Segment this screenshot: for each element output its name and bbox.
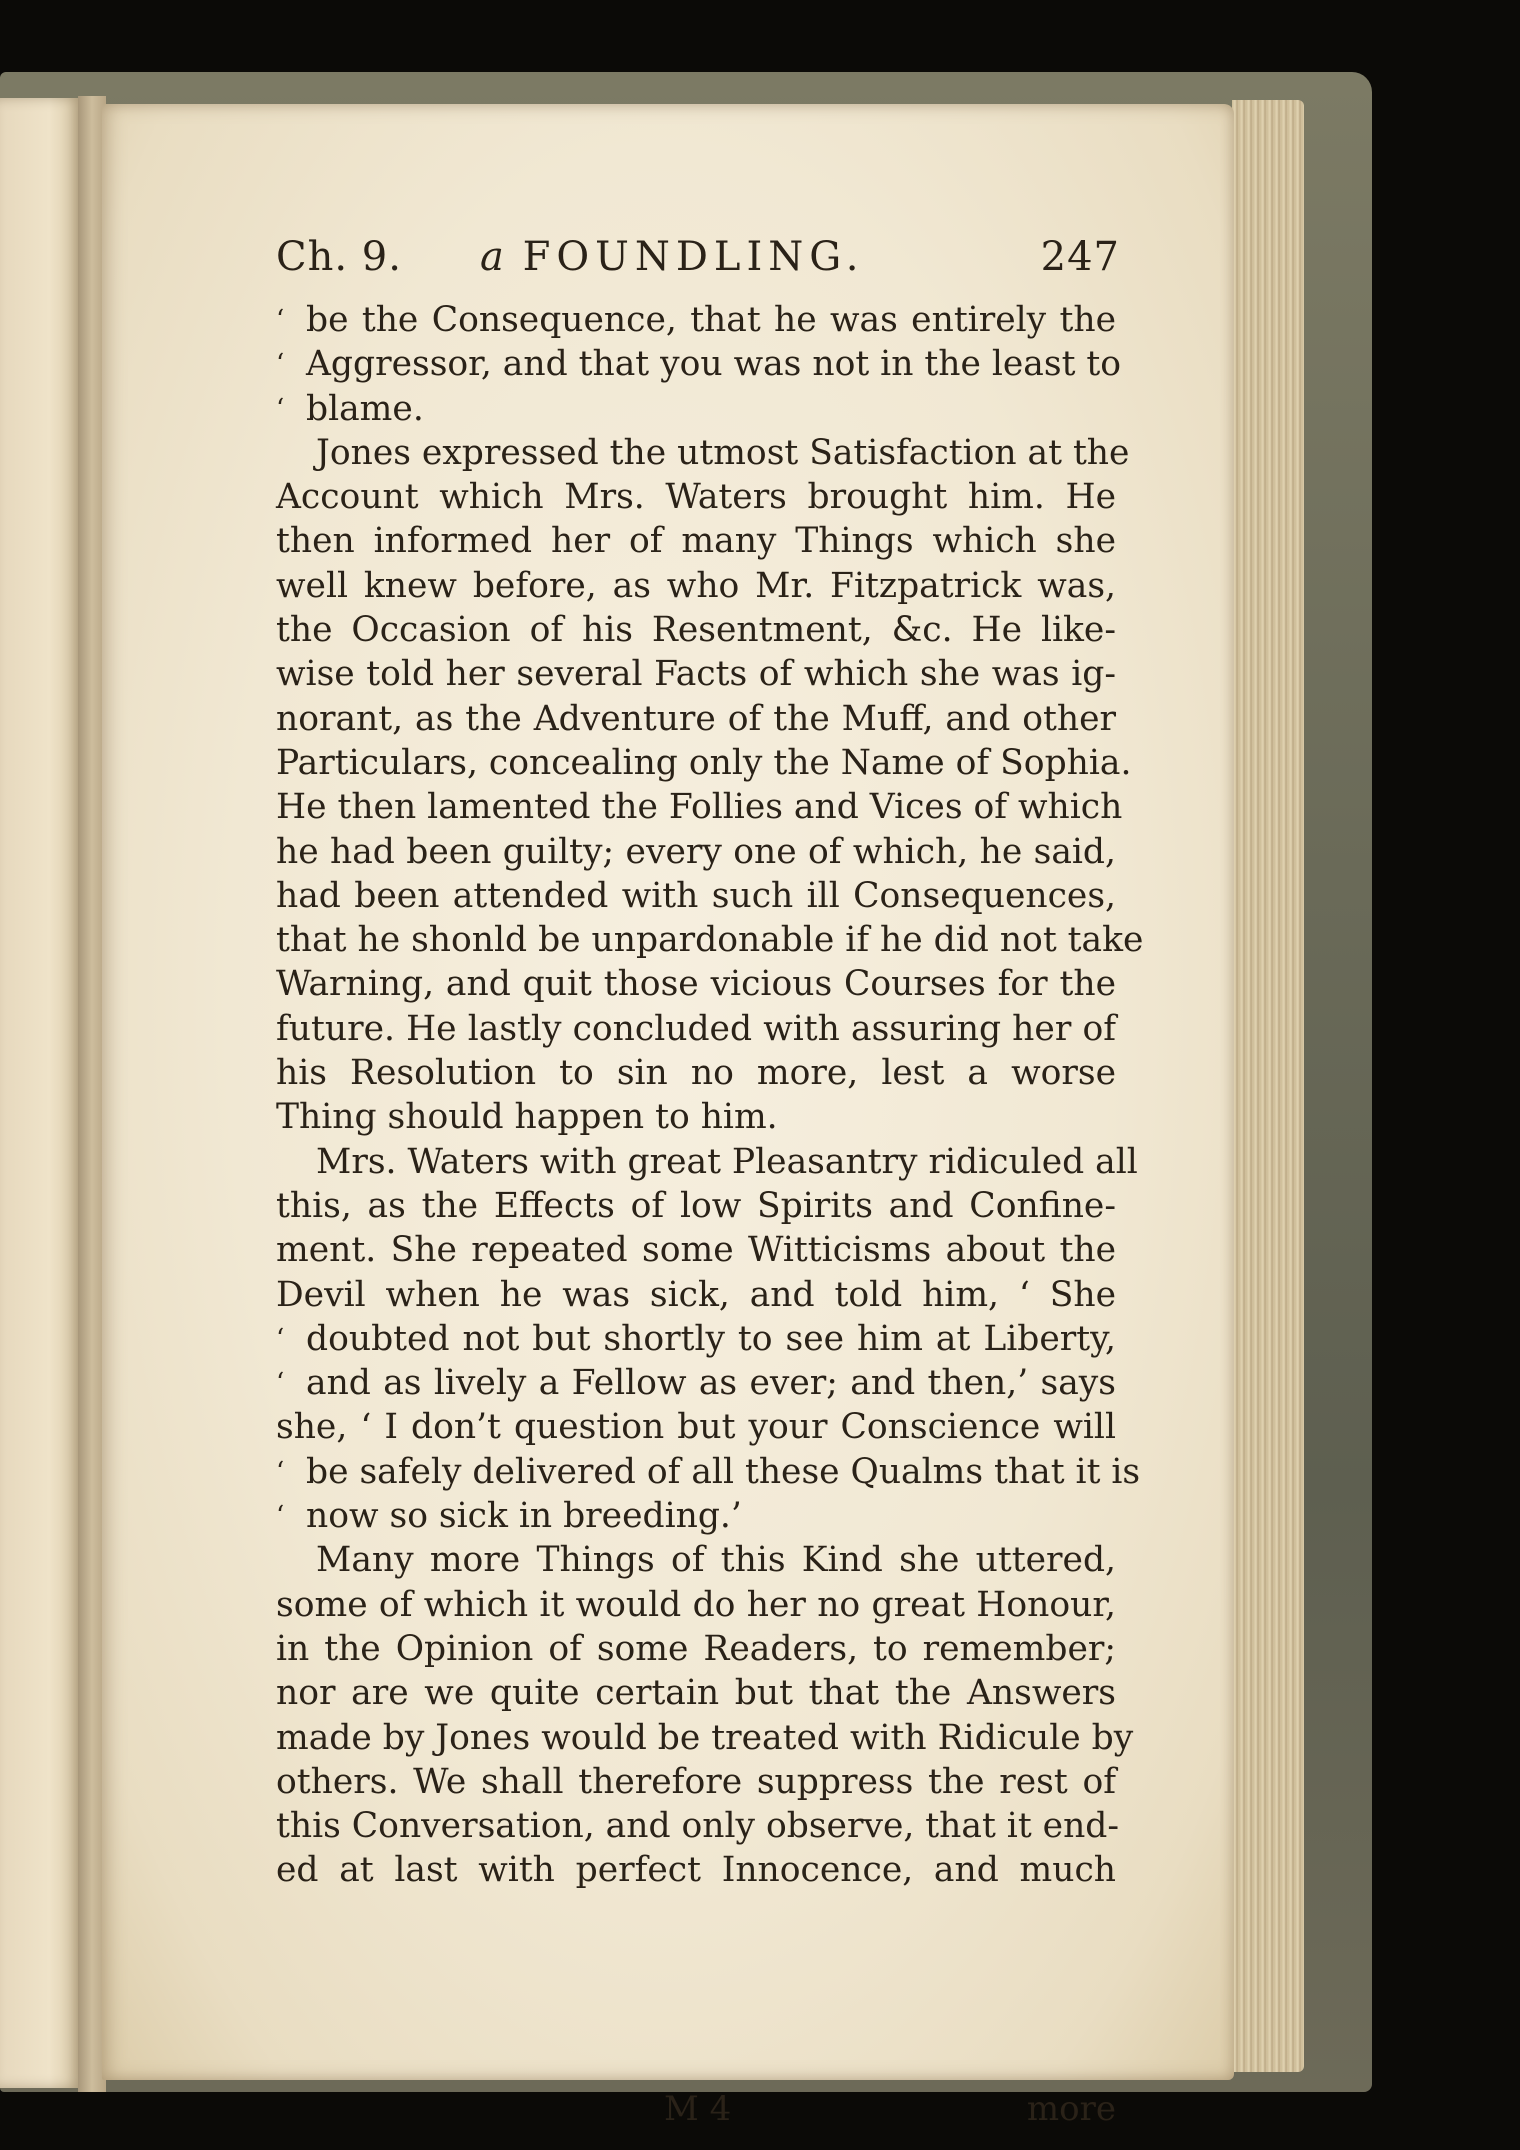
line-text: Thing should happen to him. xyxy=(276,1097,778,1138)
quote-mark: ‘ xyxy=(276,305,285,335)
line-text: norant, as the Adventure of the Muff, and other xyxy=(276,698,1116,739)
text-line xyxy=(276,697,1116,741)
title-prefix: a xyxy=(480,234,504,280)
line-text: she, ‘ I don’t question but your Conscience will xyxy=(276,1407,1116,1448)
text-line xyxy=(276,741,1132,785)
title-text: FOUNDLING. xyxy=(522,234,865,280)
page-block-edges xyxy=(1232,100,1304,2072)
catchword: more xyxy=(1026,2089,1116,2129)
text-line xyxy=(276,387,1116,431)
line-text: ment. She repeated some Witticisms about the xyxy=(276,1230,1116,1271)
line-text: some of which it would do her no great Honour, xyxy=(276,1584,1116,1625)
quote-mark: ‘ xyxy=(276,349,285,380)
text-line xyxy=(276,1228,1116,1272)
quote-mark: ‘ xyxy=(276,1456,285,1487)
line-text: had been attended with such ill Consequences, xyxy=(276,875,1116,916)
line-text: be the Consequence, that he was entirely the xyxy=(306,300,1116,340)
line-text: that he shonld be unpardonable if he did not take xyxy=(276,920,1144,961)
text-line xyxy=(276,1405,1116,1449)
line-text: doubted not but shortly to see him at Liberty, xyxy=(306,1318,1116,1359)
line-text: the Occasion of his Resentment, &c. He like- xyxy=(276,610,1116,651)
line-text: Aggressor, and that you was not in the least to xyxy=(306,344,1122,385)
body-text xyxy=(276,298,1144,1893)
line-text: Warning, and quit those vicious Courses for the xyxy=(276,964,1116,1005)
page-number: 247 xyxy=(1040,234,1120,280)
text-line xyxy=(276,1848,1116,1892)
text-line xyxy=(276,1716,1134,1760)
text-line xyxy=(276,962,1116,1006)
facing-page-edge xyxy=(0,98,82,2088)
text-line xyxy=(276,1583,1116,1627)
text-line xyxy=(276,431,1130,475)
line-text: He then lamented the Follies and Vices of which xyxy=(276,787,1123,828)
text-line xyxy=(276,1007,1116,1051)
running-title xyxy=(480,234,865,280)
text-line xyxy=(276,1450,1141,1494)
text-line xyxy=(276,874,1116,918)
line-text: this, as the Effects of low Spirits and Confine- xyxy=(276,1185,1116,1226)
line-text: Mrs. Waters with great Pleasantry ridiculed all xyxy=(316,1141,1138,1182)
text-line xyxy=(276,608,1116,652)
text-line xyxy=(276,1494,1116,1538)
text-line xyxy=(276,1361,1116,1405)
text-line xyxy=(276,1317,1116,1361)
page-footer xyxy=(276,2089,1116,2133)
text-line xyxy=(276,1273,1116,1317)
line-text: then informed her of many Things which she xyxy=(276,521,1116,562)
text-line xyxy=(276,342,1122,386)
line-text: others. We shall therefore suppress the rest of xyxy=(276,1761,1116,1802)
text-line xyxy=(276,1140,1138,1184)
text-line xyxy=(276,1184,1116,1228)
line-text: Account which Mrs. Waters brought him. He xyxy=(276,477,1116,518)
line-text: well knew before, as who Mr. Fitzpatrick was, xyxy=(276,565,1116,606)
text-line xyxy=(276,1095,1116,1139)
text-line xyxy=(276,1804,1120,1848)
text-block xyxy=(180,234,1144,2129)
line-text: Jones expressed the utmost Satisfaction at the xyxy=(316,432,1130,473)
line-text: nor are we quite certain but that the Answers xyxy=(276,1673,1116,1714)
quote-mark: ‘ xyxy=(276,1368,285,1399)
text-line xyxy=(276,298,1116,342)
line-text: blame. xyxy=(306,388,424,429)
chapter-label: Ch. 9. xyxy=(276,234,402,280)
text-line xyxy=(276,1760,1116,1804)
line-text: wise told her several Facts of which she was ig- xyxy=(276,654,1116,695)
text-line xyxy=(276,1671,1116,1715)
text-line xyxy=(276,1051,1116,1095)
signature-mark: M 4 xyxy=(664,2089,732,2129)
text-line xyxy=(276,918,1144,962)
line-text: Many more Things of this Kind she uttered, xyxy=(316,1540,1116,1581)
quote-mark: ‘ xyxy=(276,393,285,424)
line-text: ed at last with perfect Innocence, and much xyxy=(276,1850,1116,1891)
text-line xyxy=(276,1538,1116,1582)
line-text: his Resolution to sin no more, lest a worse xyxy=(276,1053,1116,1094)
text-line xyxy=(276,785,1123,829)
line-text: Particulars, concealing only the Name of Sophia. xyxy=(276,742,1132,783)
line-text: Devil when he was sick, and told him, ‘ She xyxy=(276,1274,1116,1315)
line-text: and as lively a Fellow as ever; and then,’ says xyxy=(306,1363,1116,1404)
text-line xyxy=(276,564,1116,608)
line-text: in the Opinion of some Readers, to remember; xyxy=(276,1628,1116,1669)
text-line xyxy=(276,519,1116,563)
line-text: this Conversation, and only observe, that it end- xyxy=(276,1806,1120,1847)
line-text: be safely delivered of all these Qualms that it is xyxy=(306,1451,1141,1492)
running-head xyxy=(180,234,1130,294)
line-text: now so sick in breeding.’ xyxy=(306,1496,742,1537)
line-text: made by Jones would be treated with Ridicule by xyxy=(276,1717,1134,1758)
book-page xyxy=(102,104,1234,2129)
text-line xyxy=(276,1627,1116,1671)
text-line xyxy=(276,830,1116,874)
text-line xyxy=(276,475,1116,519)
quote-mark: ‘ xyxy=(276,1501,285,1532)
text-line xyxy=(276,652,1116,696)
quote-mark: ‘ xyxy=(276,1323,285,1354)
line-text: future. He lastly concluded with assuring her of xyxy=(276,1008,1116,1049)
line-text: he had been guilty; every one of which, he said, xyxy=(276,831,1116,872)
